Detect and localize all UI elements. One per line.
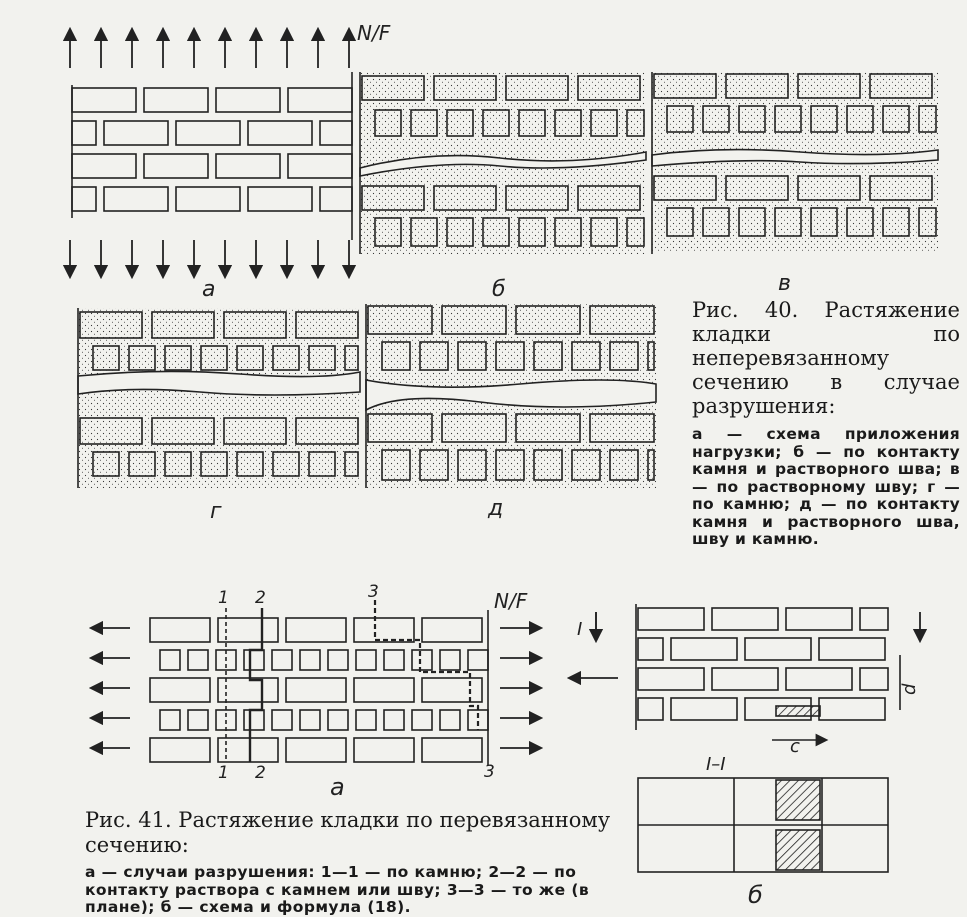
brick xyxy=(248,121,312,145)
brick xyxy=(72,121,96,145)
brick xyxy=(440,710,460,730)
fig40-panel-g-label: г xyxy=(210,499,222,524)
brick xyxy=(72,154,136,178)
brick xyxy=(104,121,168,145)
plan-hatch xyxy=(776,830,820,870)
brick xyxy=(786,608,852,630)
brick xyxy=(354,738,414,762)
brick xyxy=(320,187,352,211)
brick xyxy=(286,618,346,642)
fig41-dim-d: d xyxy=(899,683,920,695)
brick xyxy=(786,668,852,690)
brick xyxy=(286,678,346,702)
overlap-hatch xyxy=(776,706,820,716)
brick xyxy=(288,154,352,178)
brick xyxy=(422,618,482,642)
brick xyxy=(412,710,432,730)
brick xyxy=(671,698,737,720)
brick xyxy=(144,154,208,178)
fig41-section-1-bottom: 1 xyxy=(218,763,229,783)
brick xyxy=(356,650,376,670)
brick xyxy=(354,618,414,642)
brick xyxy=(150,618,210,642)
fig41-section-mark: I xyxy=(577,619,583,640)
brick xyxy=(671,638,737,660)
brick xyxy=(328,710,348,730)
brick xyxy=(638,608,704,630)
fig41-dim-c: c xyxy=(790,736,800,757)
fig41-section-2-top: 2 xyxy=(255,588,266,608)
brick xyxy=(160,650,180,670)
fig41-section-3-top: 3 xyxy=(368,582,379,602)
brick xyxy=(176,187,240,211)
fig40-panel-a-label: а xyxy=(202,277,216,302)
brick xyxy=(218,618,278,642)
brick xyxy=(144,88,208,112)
fig41-caption-desc: а — случаи разрушения: 1—1 — по камню; 2—2 — по контакту раствора с камнем или шву; 3—3 — то же (в плане); б — схема и формула (18). xyxy=(85,863,590,916)
brick xyxy=(468,650,488,670)
brick xyxy=(72,187,96,211)
brick xyxy=(440,650,460,670)
brick xyxy=(412,650,432,670)
brick xyxy=(244,650,264,670)
brick xyxy=(188,710,208,730)
brick xyxy=(384,650,404,670)
fig40-panel-d-label: д xyxy=(488,496,504,521)
brick xyxy=(819,638,885,660)
brick xyxy=(160,710,180,730)
brick xyxy=(150,738,210,762)
brick xyxy=(819,698,885,720)
brick xyxy=(422,678,482,702)
brick xyxy=(860,668,888,690)
fig41-caption-title: Рис. 41. Растяжение кладки по перевязанному сечению: xyxy=(85,808,611,857)
fig41-section-2-bottom: 2 xyxy=(255,763,266,783)
brick xyxy=(384,710,404,730)
brick xyxy=(244,710,264,730)
brick xyxy=(328,650,348,670)
brick xyxy=(638,638,663,660)
fig41-panel-b-label: б xyxy=(748,881,763,909)
brick xyxy=(216,154,280,178)
fig41-section-3-bottom: 3 xyxy=(484,762,495,782)
brick xyxy=(104,187,168,211)
brick xyxy=(150,678,210,702)
brick xyxy=(218,678,278,702)
fig41-load-label: N/F xyxy=(494,589,528,613)
brick xyxy=(712,668,778,690)
brick xyxy=(176,121,240,145)
brick xyxy=(860,608,888,630)
plan-hatch xyxy=(776,780,820,820)
brick xyxy=(300,710,320,730)
mortar-fill xyxy=(78,308,360,488)
brick xyxy=(638,698,663,720)
brick xyxy=(216,88,280,112)
brick xyxy=(272,650,292,670)
brick xyxy=(638,668,704,690)
fig40-panel-b-label: б xyxy=(492,277,506,302)
brick xyxy=(712,608,778,630)
brick xyxy=(288,88,352,112)
brick xyxy=(248,187,312,211)
fig40-caption-desc: а — схема приложения нагрузки; б — по контакту камня и растворного шва; в — по растворному шву; г — по камню; д — по контакту камня и растворного шва, шву и камню. xyxy=(692,425,960,548)
fig41-caption xyxy=(85,808,620,917)
brick xyxy=(745,638,811,660)
brick xyxy=(354,678,414,702)
brick xyxy=(300,650,320,670)
fig40-panel-v-label: в xyxy=(778,271,791,296)
fig41-section-1-top: 1 xyxy=(218,588,229,608)
fig41-panel-a-label: а xyxy=(330,773,345,801)
brick xyxy=(320,121,352,145)
brick xyxy=(218,738,278,762)
fig40-caption-title: Рис. 40. Растяжение кладки по неперевязанному сечению в случае разрушения: xyxy=(692,298,960,418)
brick xyxy=(272,710,292,730)
brick xyxy=(422,738,482,762)
fig40-load-label: N/F xyxy=(357,21,391,45)
brick xyxy=(72,88,136,112)
brick xyxy=(188,650,208,670)
fig40-caption xyxy=(692,298,960,549)
section-line-2 xyxy=(250,608,262,762)
fig41-section-title: I–I xyxy=(706,754,726,775)
brick xyxy=(286,738,346,762)
brick xyxy=(356,710,376,730)
